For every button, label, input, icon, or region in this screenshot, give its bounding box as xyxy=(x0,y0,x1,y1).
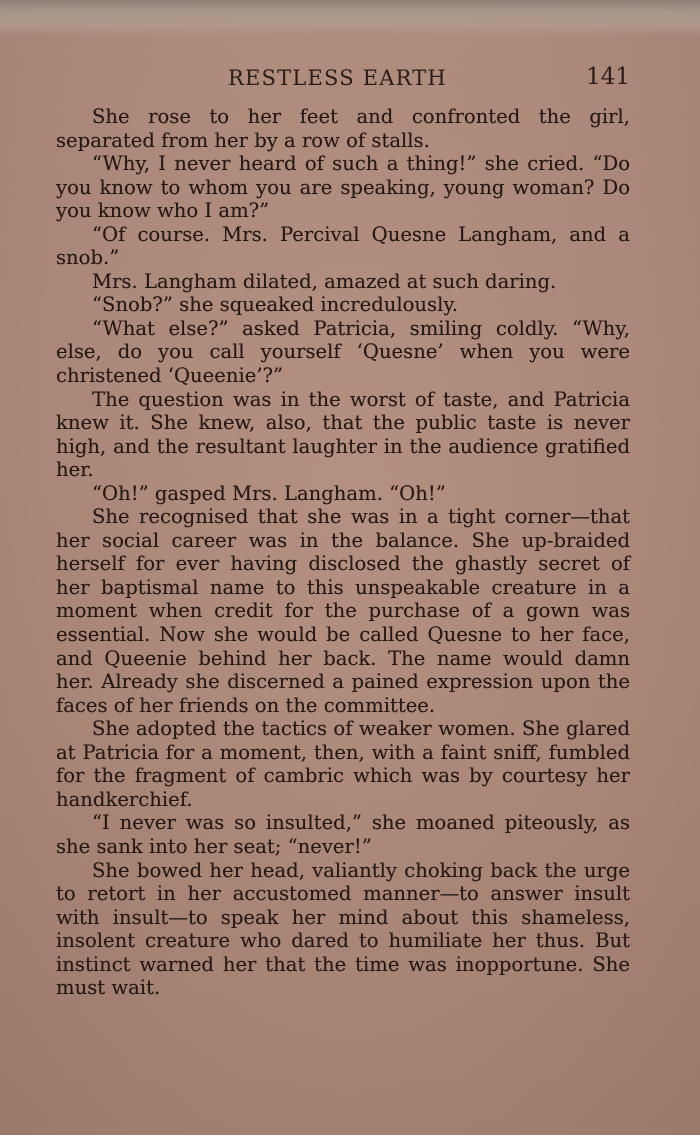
running-head: RESTLESS EARTH xyxy=(228,66,447,90)
paragraph: “What else?” asked Patricia, smiling coldly. “Why, else, do you call yourself ‘Quesne’ when you were christened ‘Queenie’?” xyxy=(56,316,630,388)
paragraph: She recognised that she was in a tight corner—that her social career was in the balance. She up-braided herself for ever having disclosed the ghastly secret of her baptismal name to this unspeakable creature in a moment when credit for the purchase of a gown was essential. Now she would be called Quesne to her face, and Queenie behind her back. The name would damn her. Already she discerned a pained expression upon the faces of her friends on the committee. xyxy=(56,505,630,717)
body-text xyxy=(56,105,630,1000)
page-number: 141 xyxy=(586,64,630,90)
page-top-edge xyxy=(0,0,700,38)
paragraph: The question was in the worst of taste, and Patricia knew it. She knew, also, that the public taste is never high, and the resultant laughter in the audience gratified her. xyxy=(56,387,630,482)
page-header xyxy=(0,64,700,100)
paragraph: “Oh!” gasped Mrs. Langham. “Oh!” xyxy=(92,481,446,505)
paragraph: “Snob?” she squeaked incredulously. xyxy=(92,293,459,317)
paragraph: Mrs. Langham dilated, amazed at such daring. xyxy=(92,269,557,293)
paragraph: “I never was so insulted,” she moaned piteously, as she sank into her seat; “never!” xyxy=(56,811,630,858)
paragraph: She adopted the tactics of weaker women. She glared at Patricia for a moment, then, with a faint sniff, fumbled for the fragment of cambric which was by courtesy her handkerchief. xyxy=(56,717,630,811)
paragraph: “Of course. Mrs. Percival Quesne Langham, and a snob.” xyxy=(56,222,630,270)
paragraph: She bowed her head, valiantly choking back the urge to retort in her accustomed manner—to answer insult with insult—to speak her mind about this shameless, insolent creature who dared to humiliate her thus. But instinct warned her that the time was inopportune. She must wait. xyxy=(56,858,630,1000)
paragraph: “Why, I never heard of such a thing!” she cried. “Do you know to whom you are speaking, young woman? Do you know who I am?” xyxy=(56,152,630,223)
paragraph: She rose to her feet and confronted the girl, separated from her by a row of stalls. xyxy=(56,105,630,152)
